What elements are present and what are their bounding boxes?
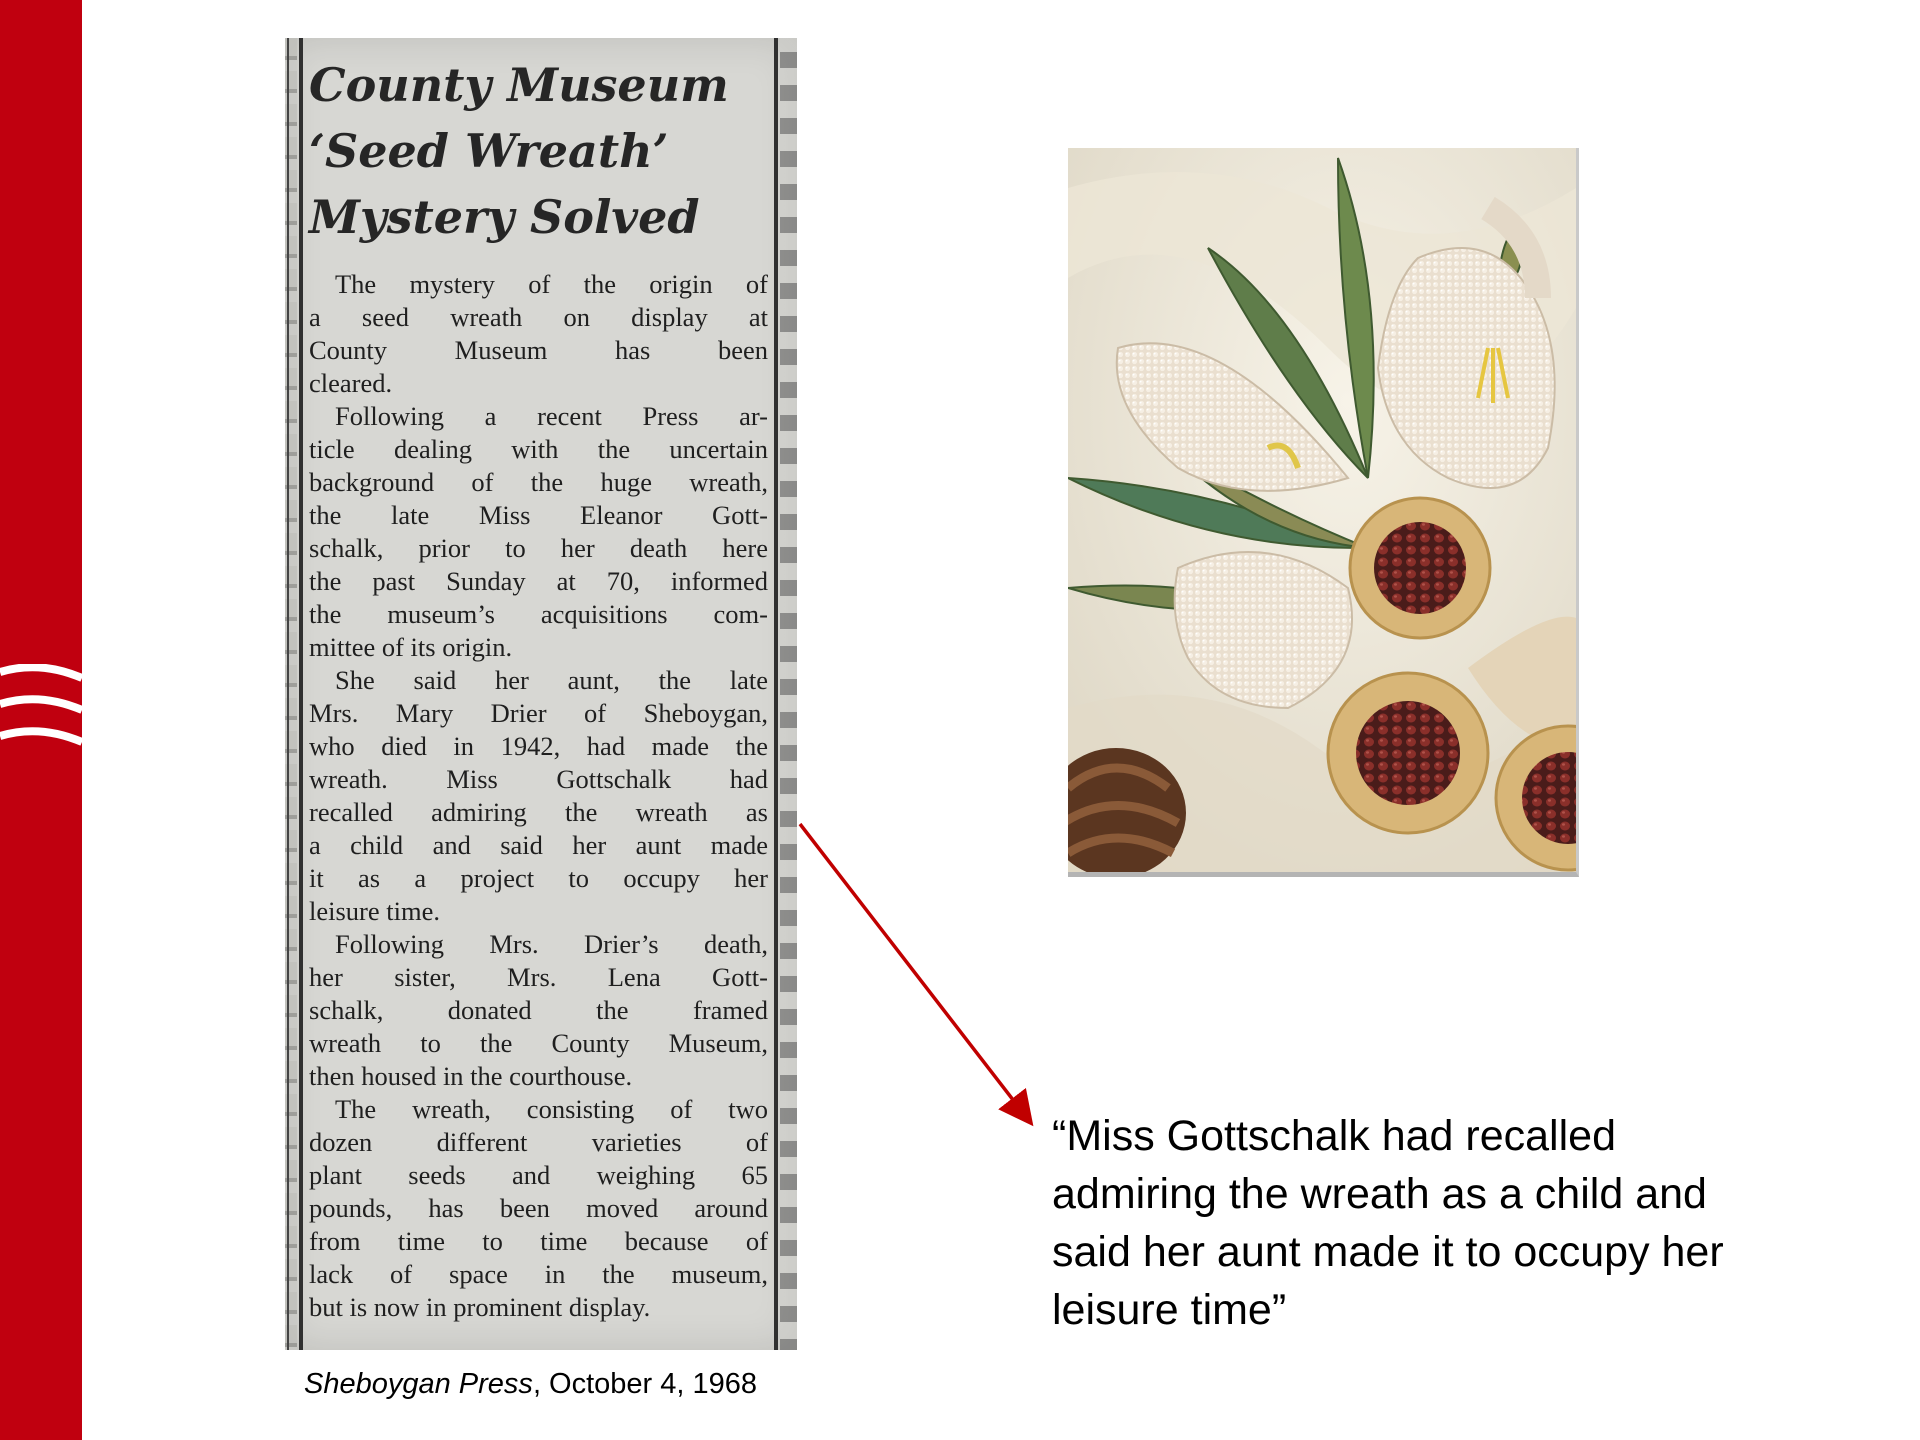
article-line: She said her aunt, the late: [335, 665, 768, 695]
wave-lines-icon: [0, 664, 82, 754]
article-line: Following Mrs. Drier’s death,: [335, 929, 768, 959]
publication-name: Sheboygan Press: [304, 1368, 533, 1400]
article-line: mittee of its origin.: [309, 632, 513, 662]
headline-line: Mystery Solved: [309, 190, 700, 244]
seed-wreath-photo: [1068, 148, 1579, 877]
article-line: recalled admiring the wreath as: [309, 797, 768, 827]
article-line: pounds, has been moved around: [309, 1193, 768, 1223]
article-line: schalk, prior to her death here: [309, 533, 768, 563]
article-line: who died in 1942, had made the: [309, 731, 768, 761]
article-line: the past Sunday at 70, informed: [309, 566, 768, 596]
article-line: leisure time.: [309, 896, 440, 926]
publication-date: , October 4, 1968: [532, 1368, 758, 1400]
article-line: her sister, Mrs. Lena Gott-: [309, 962, 768, 992]
article-line: but is now in prominent display.: [309, 1292, 651, 1322]
headline-line: County Museum: [309, 58, 729, 112]
wreath-photo-illustration: [1068, 148, 1576, 872]
article-line: County Museum has been: [309, 335, 768, 365]
article-line: from time to time because of: [309, 1226, 768, 1256]
article-line: a child and said her aunt made: [309, 830, 768, 860]
article-line: the museum’s acquisitions com-: [309, 599, 768, 629]
article-line: Following a recent Press ar-: [335, 401, 768, 431]
article-line: The wreath, consisting of two: [335, 1094, 768, 1124]
article-line: schalk, donated the framed: [309, 995, 768, 1025]
side-accent-bar: [0, 0, 82, 1440]
article-line: lack of space in the museum,: [309, 1259, 768, 1289]
pull-quote: “Miss Gottschalk had recalled admiring the wreath as a child and said her aunt made it to occupy her leisure time”: [1052, 1112, 1724, 1334]
article-line: Mrs. Mary Drier of Sheboygan,: [309, 698, 768, 728]
article-line: then housed in the courthouse.: [309, 1061, 633, 1091]
article-line: a seed wreath on display at: [309, 302, 768, 332]
article-line: wreath. Miss Gottschalk had: [309, 764, 768, 794]
adjacent-column-fragment: [780, 38, 797, 1350]
article-line: cleared.: [309, 368, 393, 398]
newspaper-clipping: [285, 38, 797, 1350]
article-line: the late Miss Eleanor Gott-: [309, 500, 768, 530]
article-line: ticle dealing with the uncertain: [309, 434, 768, 464]
article-body: [309, 268, 768, 1324]
column-rule: [299, 38, 303, 1350]
article-line: The mystery of the origin of: [335, 269, 768, 299]
article-line: it as a project to occupy her: [309, 863, 768, 893]
article-line: background of the huge wreath,: [309, 467, 768, 497]
column-rule: [287, 38, 289, 1350]
headline-line: ‘Seed Wreath’: [309, 124, 669, 178]
article-line: wreath to the County Museum,: [309, 1028, 768, 1058]
article-headline: [309, 52, 769, 250]
clipping-caption: [304, 1368, 757, 1401]
article-line: plant seeds and weighing 65: [309, 1160, 768, 1190]
article-line: dozen different varieties of: [309, 1127, 768, 1157]
column-rule: [774, 38, 778, 1350]
